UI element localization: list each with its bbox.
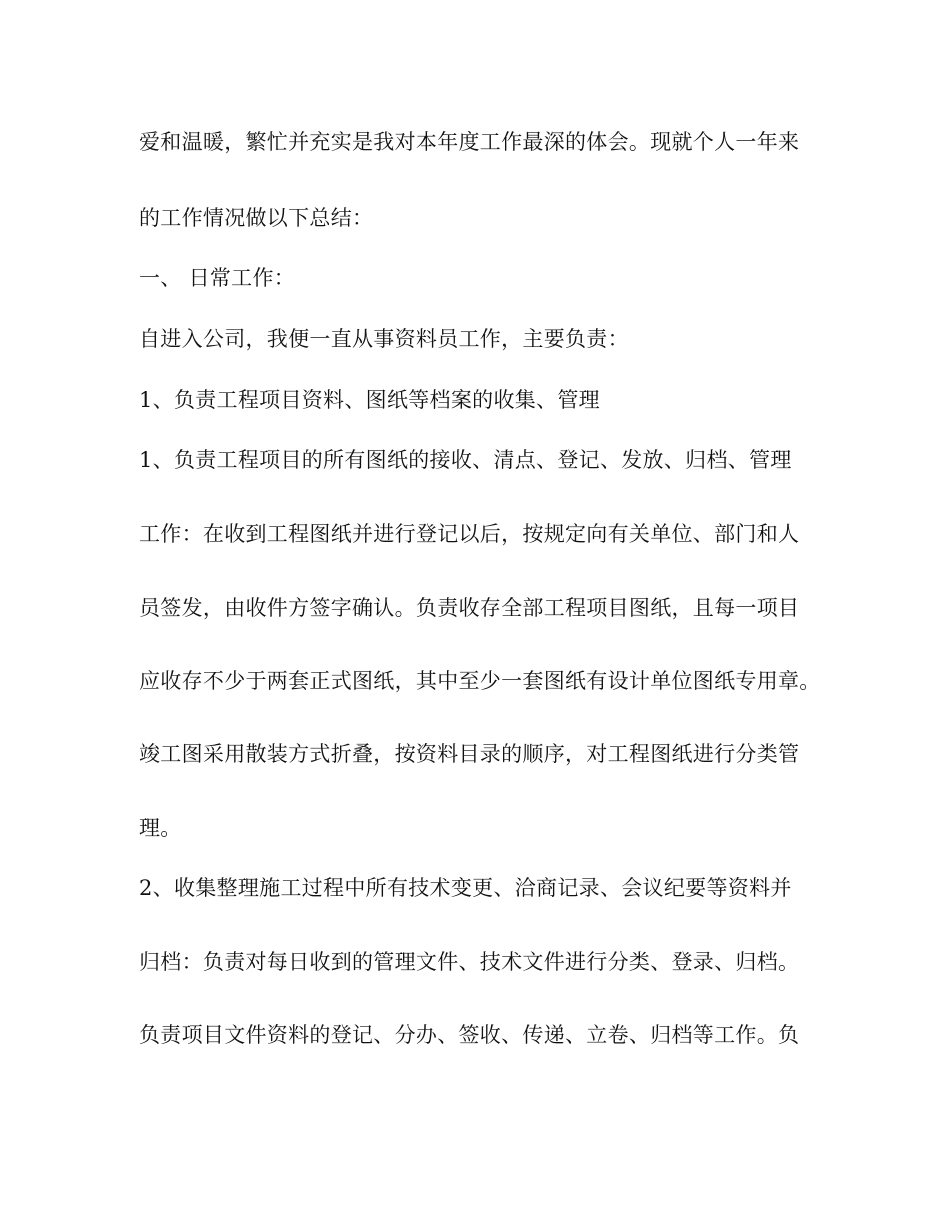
text-line: 2、收集整理施工过程中所有技术变更、洽商记录、会议纪要等资料并: [139, 876, 792, 900]
text-line: 竣工图采用散装方式折叠，按资料目录的顺序，对工程图纸进行分类管: [139, 742, 800, 766]
text-line: 负责项目文件资料的登记、分办、签收、传递、立卷、归档等工作。负: [139, 1023, 800, 1047]
text-line: 自进入公司，我便一直从事资料员工作，主要负责：: [139, 327, 629, 351]
text-line: 工作：在收到工程图纸并进行登记以后，按规定向有关单位、部门和人: [139, 522, 800, 546]
text-line: 应收存不少于两套正式图纸，其中至少一套图纸有设计单位图纸专用章。: [139, 669, 821, 693]
text-line: 爱和温暖，繁忙并充实是我对本年度工作最深的体会。现就个人一年来: [139, 130, 800, 154]
text-line: 的工作情况做以下总结：: [139, 206, 374, 230]
text-line: 员签发，由收件方签字确认。负责收存全部工程项目图纸，且每一项目: [139, 596, 800, 620]
section-heading: 一、 日常工作：: [139, 266, 296, 290]
subheading: 1、负责工程项目资料、图纸等档案的收集、管理: [139, 388, 600, 412]
text-line: 理。: [139, 816, 182, 840]
text-line: 1、负责工程项目的所有图纸的接收、清点、登记、发放、归档、管理: [139, 448, 792, 472]
text-line: 归档：负责对每日收到的管理文件、技术文件进行分类、登录、归档。: [139, 950, 800, 974]
